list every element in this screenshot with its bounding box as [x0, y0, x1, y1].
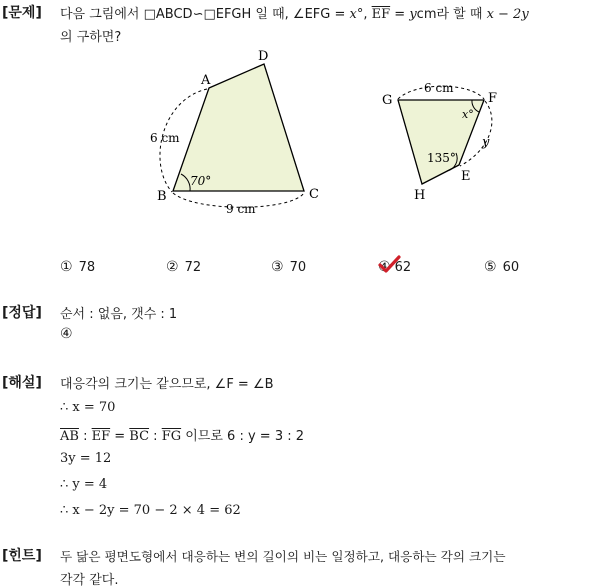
problem-tag: [문제]: [2, 5, 42, 21]
hint-line1: 두 닮은 평면도형에서 대응하는 변의 길이의 비는 일정하고, 대응하는 각의 크기는: [60, 549, 506, 564]
problem-text-b: °,: [356, 7, 372, 22]
ratio-rest: 이므로 6 : y = 3 : 2: [181, 429, 305, 444]
solution-line4: 3y = 12: [60, 451, 112, 466]
answer-tag: [정답]: [2, 305, 42, 321]
problem-var-y: y: [409, 7, 417, 22]
choice-1-value: 78: [78, 260, 96, 275]
segment-fg: $\overline{FG}$: [161, 429, 182, 444]
vertex-a: A: [201, 73, 211, 88]
choice-3-number: ③: [271, 259, 284, 275]
vertex-g: G: [382, 93, 393, 108]
segment-ef: $\overline{EF}$: [91, 429, 111, 444]
answer-line2: ④: [60, 326, 73, 342]
segment-ab: $\overline{AB}$: [60, 429, 79, 444]
ratio-separator-1: :: [78, 429, 92, 444]
hint-tag: [힌트]: [2, 548, 42, 564]
choice-2-value: 72: [184, 260, 202, 275]
side-ab-label: 6 cm: [150, 131, 180, 145]
vertex-f: F: [488, 91, 498, 106]
choice-4-value: 62: [394, 260, 412, 275]
vertex-h: H: [414, 188, 426, 203]
problem-segment-ef: $\overline{EF}$: [371, 7, 391, 22]
solution-line5: ∴ y = 4: [60, 477, 108, 492]
choice-5-number: ⑤: [484, 259, 497, 275]
choice-3[interactable]: [271, 259, 306, 275]
side-gf-label: 6 cm: [424, 81, 454, 95]
problem-statement-line2: 의 구하면?: [60, 30, 122, 45]
solution-line1: 대응각의 크기는 같으므로, ∠F = ∠B: [60, 377, 274, 392]
choice-1-number: ①: [60, 259, 73, 275]
quad-abcd: [173, 64, 304, 191]
solution-line2: ∴ x = 70: [60, 400, 116, 415]
problem-text-d: cm라 할 때: [416, 7, 487, 22]
solution-tag: [해설]: [2, 375, 42, 391]
angle-f-label: x°: [462, 108, 474, 121]
choice-2[interactable]: [166, 259, 201, 275]
choice-5-value: 60: [502, 260, 520, 275]
side-fe-label: y: [482, 135, 490, 150]
choice-2-number: ②: [166, 259, 179, 275]
vertex-e: E: [461, 169, 471, 184]
problem-text-a: 다음 그림에서 □ABCD∽□EFGH 일 때, ∠EFG =: [60, 7, 350, 22]
ratio-separator-2: :: [149, 429, 162, 444]
solution-line3: [60, 425, 304, 444]
choice-5[interactable]: [484, 259, 519, 275]
choice-4-number: ④: [378, 259, 391, 275]
angle-e-label: 135°: [427, 151, 456, 165]
solution-line6: ∴ x − 2y = 70 − 2 × 4 = 62: [60, 503, 241, 518]
vertex-b: B: [157, 189, 167, 204]
choice-1[interactable]: [60, 259, 95, 275]
problem-var-x: x: [349, 7, 357, 22]
hint-line2: 각각 같다.: [60, 573, 119, 588]
similar-quadrilaterals-figure: [0, 0, 592, 225]
problem-expression: x − 2y: [486, 7, 529, 22]
problem-text-c: =: [390, 7, 410, 22]
vertex-d: D: [258, 49, 269, 64]
answer-line1: 순서 : 없음, 갯수 : 1: [60, 307, 178, 322]
vertex-c: C: [309, 187, 319, 202]
choice-3-value: 70: [289, 260, 307, 275]
segment-bc: $\overline{BC}$: [129, 429, 150, 444]
check-mark-icon: [378, 254, 402, 274]
angle-b-label: 70°: [190, 174, 212, 188]
side-bc-label: 9 cm: [226, 202, 256, 216]
ratio-equals: =: [110, 429, 130, 444]
